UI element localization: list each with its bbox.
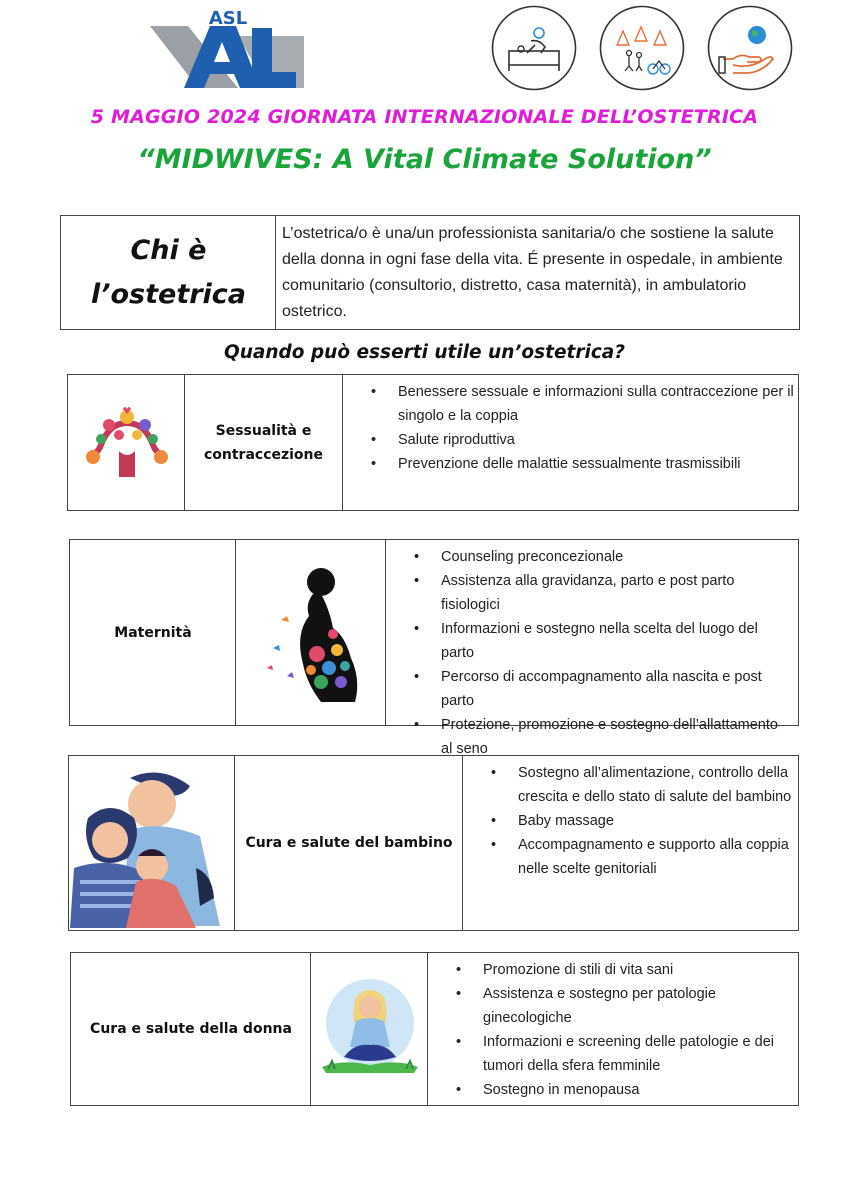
intro-term-cell bbox=[61, 216, 276, 329]
floral-uterus-illustration bbox=[68, 375, 185, 510]
woman-sitting-illustration bbox=[310, 953, 428, 1105]
intro-definition-cell bbox=[275, 216, 799, 329]
section-donna-list-cell bbox=[427, 953, 798, 1105]
section-bambino bbox=[68, 755, 799, 931]
section-maternita-title-cell bbox=[70, 540, 236, 725]
list-item: • Benessere sessuale e informazioni sulla contraccezione per il singolo e la coppia bbox=[343, 380, 798, 428]
section-sessualita-title-line2: contraccezione bbox=[203, 446, 324, 463]
section-bambino-title: Cura e salute del bambino bbox=[245, 835, 453, 851]
asl-logo bbox=[148, 6, 308, 90]
list-item: • Prevenzione delle malattie sessualmente trasmissibili bbox=[343, 452, 798, 476]
list-item: • Salute riproduttiva bbox=[343, 428, 798, 452]
family-hug-illustration bbox=[69, 756, 235, 930]
section-donna-list bbox=[428, 958, 798, 1102]
slogan-title: “MIDWIVES: A Vital Climate Solution” bbox=[137, 144, 712, 175]
section-sessualita-title-line1: Sessualità e bbox=[215, 422, 312, 439]
list-item: • Counseling preconcezionale bbox=[386, 545, 792, 569]
list-item: • Promozione di stili di vita sani bbox=[428, 958, 792, 982]
section-sessualita-title-cell bbox=[184, 375, 342, 510]
logo-text: ASL bbox=[208, 8, 248, 29]
section-bambino-list-cell bbox=[462, 756, 798, 930]
midwife-care-icon bbox=[491, 5, 577, 91]
pregnant-silhouette-butterflies bbox=[235, 540, 386, 725]
list-item: • Assistenza e sostegno per patologie ginecologiche bbox=[428, 982, 792, 1030]
family-nature-icon bbox=[599, 5, 685, 91]
intro-table bbox=[60, 215, 800, 330]
section-maternita-list bbox=[386, 545, 798, 761]
section-bambino-list bbox=[463, 761, 798, 881]
section-question: Quando può esserti utile un’ostetrica? bbox=[223, 342, 626, 363]
section-maternita bbox=[69, 539, 799, 757]
section-sessualita-list bbox=[343, 380, 798, 476]
list-item: • Assistenza alla gravidanza, parto e post parto fisiologici bbox=[386, 569, 792, 617]
hand-globe-icon bbox=[707, 5, 793, 91]
intro-term-line1: Chi è bbox=[130, 234, 207, 266]
section-maternita-title: Maternità bbox=[114, 624, 192, 641]
intro-definition: L’ostetrica/o è una/un professionista sanitaria/o che sostiene la salute della donna in ogni fase della vita. É presente in ospedale, in ambiente comunitario (consultorio, distretto, casa maternità), in ambulatorio ostetrico. bbox=[282, 225, 783, 320]
list-item: • Accompagnamento e supporto alla coppia nelle scelte genitoriali bbox=[463, 833, 792, 881]
intro-term-line2: l’ostetrica bbox=[90, 278, 247, 310]
section-donna-title: Cura e salute della donna bbox=[90, 1021, 292, 1037]
list-item: • Informazioni e sostegno nella scelta del luogo del parto bbox=[386, 617, 792, 665]
event-title: 5 MAGGIO 2024 GIORNATA INTERNAZIONALE DELL’OSTETRICA bbox=[90, 106, 759, 128]
section-donna-title-cell bbox=[71, 953, 311, 1105]
section-sessualita bbox=[67, 374, 799, 511]
list-item: • Informazioni e screening delle patologie e dei tumori della sfera femminile bbox=[428, 1030, 792, 1078]
section-maternita-list-cell bbox=[385, 540, 798, 757]
list-item: • Sostegno in menopausa bbox=[428, 1078, 792, 1102]
section-sessualita-list-cell bbox=[342, 375, 798, 510]
list-item: • Percorso di accompagnamento alla nascita e post parto bbox=[386, 665, 792, 713]
section-donna bbox=[70, 952, 799, 1106]
list-item: • Protezione, promozione e sostegno dell’allattamento al seno bbox=[386, 713, 792, 761]
list-item: • Sostegno all’alimentazione, controllo della crescita e dello stato di salute del bambino bbox=[463, 761, 792, 809]
section-bambino-title-cell bbox=[234, 756, 463, 930]
list-item: • Baby massage bbox=[463, 809, 792, 833]
